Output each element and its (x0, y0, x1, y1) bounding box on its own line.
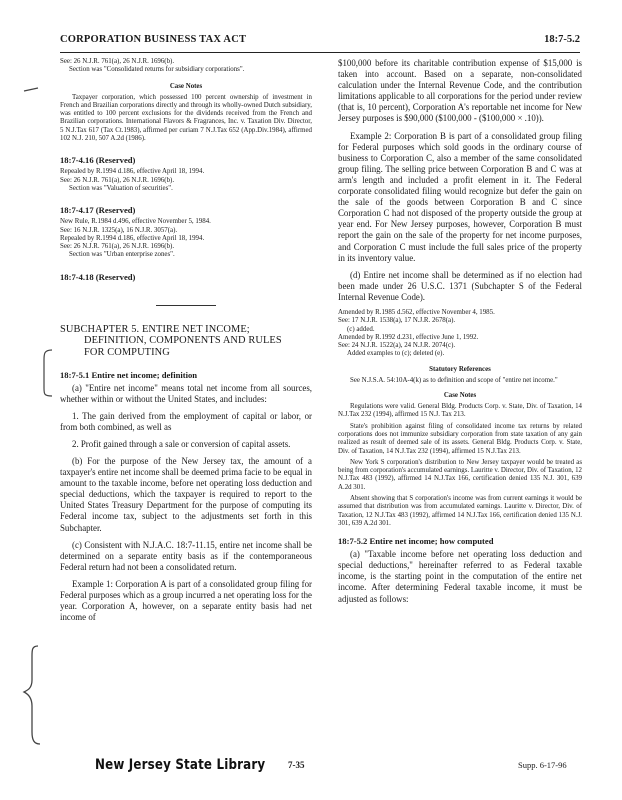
history-line: See: 24 N.J.R. 1522(a), 24 N.J.R. 2074(c). (338, 342, 456, 350)
right-column (338, 58, 582, 605)
paragraph-b: (b) For the purpose of the New Jersey tax, the amount of a taxpayer's entire net income shall be deemed prima facie to be equal in amount to the taxable income, before net operating loss deduction and special deductions, which the taxpayer is required to report to the United States Treasury Department for the purpose of computing its Federal income tax, subject to the adjustments set forth in this Subchapter. (60, 456, 312, 533)
subchapter-heading (60, 324, 312, 359)
paragraph-d: (d) Entire net income shall be determined as if no election had been made under 26 U.S.C. 1371 (Subchapter S of the Federal Internal Revenue Code). (338, 269, 582, 302)
case-notes-text: Taxpayer corporation, which possessed 100 percent ownership of investment in French and Brazilian corporations directly and through its wholly-owned Dutch subsidiary, was entitled to 100 percent exclusions for the dividends received from the French and Brazilian corporations. International Flavors & Fragrances, Inc. v. Taxation Div. Director, 5 N.J.Tax 617 (Tax Ct.1983), affirmed per curiam 7 N.J.Tax 652 (App.Div.1984), affirmed 102 N.J. 210, 507 A.2d (1986). (60, 93, 312, 143)
page-number: 7-35 (288, 760, 305, 770)
paragraph-a1: 1. The gain derived from the employment of capital or labor, or from both combined, as well as (60, 410, 312, 432)
statutory-references-text: See N.J.S.A. 54:10A-4(k) as to definition and scope of "entire net income." (350, 376, 558, 384)
history-line: See: 17 N.J.R. 1538(a), 17 N.J.R. 2678(a). (338, 317, 456, 325)
history-line: Repealed by R.1994 d.186, effective April 18, 1994. (60, 168, 205, 176)
history-line: (c) added. (347, 325, 375, 333)
case-note: Absent showing that S corporation's income was from current earnings it would be assumed that distribution was from accumulated earnings. Lauritte v. Director, Div. of Taxation, 12 N.J.Tax 483 (1992), affirmed 14 N.J.Tax 166, certification denied 135 N.J. 301, 639 A.2d 301. (338, 495, 582, 527)
subchapter-line: SUBCHAPTER 5. ENTIRE NET INCOME; (60, 323, 250, 335)
supplement-date: Supp. 6-17-96 (518, 760, 567, 770)
case-note: New York S corporation's distribution to New Jersey taxpayer would be treated as being from corporation's accumulated earnings. Lauritte v. Director, Div. of Taxation, 12 N.J.Tax 483 (1992), affirmed 14 N.J.Tax 166, certification denied 135 N.J. 301, 639 A.2d 301. (338, 458, 582, 491)
history-line: Amended by R.1985 d.562, effective November 4, 1985. (338, 308, 495, 316)
history-line: See: 16 N.J.R. 1325(a), 16 N.J.R. 3057(a). (60, 226, 178, 234)
section-heading-4-16: 18:7-4.16 (Reserved) (60, 155, 136, 166)
section-former-title: Section was "Consolidated returns for subsidiary corporations". (69, 66, 245, 74)
margin-bracket (38, 348, 58, 398)
paragraph-a2: 2. Profit gained through a sale or conversion of capital assets. (72, 438, 291, 449)
history-line: Section was "Valuation of securities". (69, 184, 173, 192)
history-line: Section was "Urban enterprise zones". (69, 251, 175, 259)
paragraph-a: (a) "Entire net income" means total net income from all sources, whether within or without the United States, and includes: (60, 382, 312, 404)
history-line: See: 26 N.J.R. 761(a), 26 N.J.R. 1696(b). (60, 176, 175, 184)
example-1: Example 1: Corporation A is part of a consolidated group filing for Federal purposes which as a group incurred a net operating loss for the year. Corporation A, however, on a separate entity basis had net income of (60, 578, 312, 623)
section-heading-5-2: 18:7-5.2 Entire net income; how computed (338, 536, 494, 547)
paragraph-c: (c) Consistent with N.J.A.C. 18:7-11.15, entire net income shall be determined on a separate entity basis as if the contemporaneous Federal return had not been a consolidated return. (60, 539, 312, 572)
history-line: See: 26 N.J.R. 761(a), 26 N.J.R. 1696(b). (60, 243, 175, 251)
header-title: CORPORATION BUSINESS TAX ACT (60, 34, 247, 45)
running-header (60, 34, 580, 53)
subchapter-line: DEFINITION, COMPONENTS AND RULES (84, 335, 282, 347)
history-line: Amended by R.1992 d.231, effective June 1, 1992. (338, 333, 479, 341)
history-line: New Rule, R.1984 d.496, effective November 5, 1984. (60, 218, 211, 226)
statutory-references-title: Statutory References (429, 365, 491, 373)
history-line: Repealed by R.1994 d.186, effective April 18, 1994. (60, 234, 205, 242)
case-note: State's prohibition against filing of consolidated income tax returns by related corporations does not immunize subsidiary corporation from state taxation of any gain realized as result of deemed sale of its assets. General Bldg. Products Corp. v. State, Div. of Taxation, 14 N.J.Tax 232 (1994), affirmed 15 N.J.Tax 213. (338, 422, 582, 455)
see-citation: See: 26 N.J.R. 761(a), 26 N.J.R. 1696(b). (60, 58, 175, 65)
paragraph-5-2-a: (a) "Taxable income before net operating loss deduction and special deductions," hereinafter referred to as Federal taxable income, is the starting point in the computation of the entire net income. After determining Federal taxable income, it must be adjusted as follows: (338, 549, 582, 604)
case-notes-title: Case Notes (443, 392, 477, 400)
section-heading-4-17: 18:7-4.17 (Reserved) (60, 205, 136, 216)
left-column (60, 58, 312, 623)
amendment-history (338, 309, 582, 359)
example-2: Example 2: Corporation B is part of a consolidated group filing for Federal purposes which sold goods in the ordinary course of business to Corporation C, also a member of the same consolidated group filing. The selling price between Corporation B and C was at arm's length and included a profit element in it. The Federal corporate consolidated filing would recognize but defer the gain on the sale of the goods between Corporation B and C since Corporation C had not disposed of the property outside the group at year end. For New Jersey purposes, however, Corporation B must report the gain on the sale of the property for net income purposes, and Corporation C must include the full sales price of the property in its inventory value. (338, 130, 582, 263)
subchapter-line: FOR COMPUTING (84, 346, 170, 358)
library-stamp: New Jersey State Library (95, 757, 266, 773)
section-heading-5-1: 18:7-5.1 Entire net income; definition (60, 369, 198, 380)
section-heading-4-18: 18:7-4.18 (Reserved) (60, 271, 136, 282)
case-note: Regulations were valid. General Bldg. Products Corp. v. State, Div. of Taxation, 14 N.J.Tax 232 (1994), affirmed 15 N.J. Tax 213. (338, 403, 582, 419)
example-1-continued: $100,000 before its charitable contribution expense of $15,000 is taken into account. Based on a separate, non-consolidated calculation under the Internal Revenue Code, and the contribution limitations applicable to all corporations for the period under review (that is, 10 percent), Corporation A's reportable net income for New Jersey purposes is $90,000 ($100,000 - ($100,000 × .10)). (338, 58, 582, 124)
history-line: Added examples to (c); deleted (e). (347, 350, 445, 358)
header-section-number: 18:7-5.2 (544, 34, 580, 45)
case-notes-title: Case Notes (169, 82, 203, 90)
margin-mark (22, 84, 42, 98)
margin-bracket (20, 640, 46, 750)
